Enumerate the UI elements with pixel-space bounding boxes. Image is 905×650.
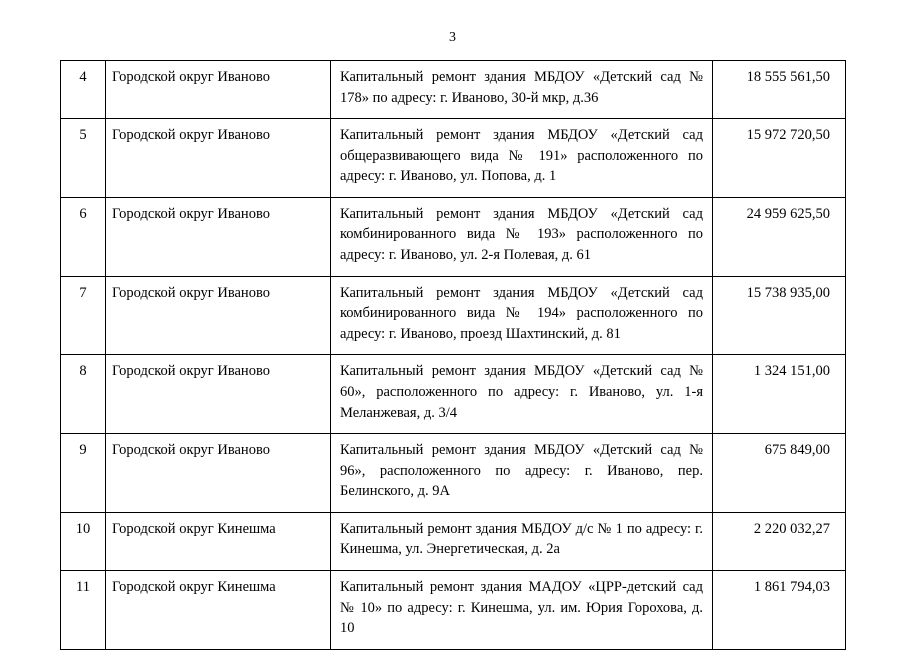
row-number-cell: 7 (61, 276, 106, 355)
table-row (61, 512, 846, 570)
municipality-cell: Городской округ Кинешма (106, 570, 331, 649)
row-number-cell: 9 (61, 434, 106, 513)
municipality-cell: Городской округ Иваново (106, 61, 331, 119)
amount-cell: 2 220 032,27 (713, 512, 846, 570)
row-number-cell: 10 (61, 512, 106, 570)
amount-cell: 24 959 625,50 (713, 197, 846, 276)
repairs-table (60, 60, 846, 650)
amount-cell: 675 849,00 (713, 434, 846, 513)
amount-cell: 15 738 935,00 (713, 276, 846, 355)
row-number-cell: 8 (61, 355, 106, 434)
table-row (61, 276, 846, 355)
description-cell: Капитальный ремонт здания МБДОУ «Детский сад общеразвивающего вида № 191» расположенного по адресу: г. Иваново, ул. Попова, д. 1 (331, 119, 713, 198)
amount-cell: 1 861 794,03 (713, 570, 846, 649)
table-row (61, 434, 846, 513)
description-cell: Капитальный ремонт здания МБДОУ д/с № 1 по адресу: г. Кинешма, ул. Энергетическая, д. 2а (331, 512, 713, 570)
description-cell: Капитальный ремонт здания МБДОУ «Детский сад комбинированного вида № 193» расположенного по адресу: г. Иваново, ул. 2-я Полевая, д. 61 (331, 197, 713, 276)
description-cell: Капитальный ремонт здания МБДОУ «Детский сад № 178» по адресу: г. Иваново, 30-й мкр, д.36 (331, 61, 713, 119)
amount-cell: 18 555 561,50 (713, 61, 846, 119)
amount-cell: 1 324 151,00 (713, 355, 846, 434)
description-cell: Капитальный ремонт здания МБДОУ «Детский сад № 60», расположенного по адресу: г. Иваново, ул. 1-я Меланжевая, д. 3/4 (331, 355, 713, 434)
municipality-cell: Городской округ Иваново (106, 434, 331, 513)
row-number-cell: 11 (61, 570, 106, 649)
municipality-cell: Городской округ Иваново (106, 197, 331, 276)
table-row (61, 61, 846, 119)
row-number-cell: 5 (61, 119, 106, 198)
table-row (61, 119, 846, 198)
municipality-cell: Городской округ Иваново (106, 119, 331, 198)
table-row (61, 197, 846, 276)
description-cell: Капитальный ремонт здания МБДОУ «Детский сад № 96», расположенного по адресу: г. Иваново, пер. Белинского, д. 9А (331, 434, 713, 513)
municipality-cell: Городской округ Кинешма (106, 512, 331, 570)
page-number: 3 (449, 30, 456, 45)
row-number-cell: 4 (61, 61, 106, 119)
row-number-cell: 6 (61, 197, 106, 276)
description-cell: Капитальный ремонт здания МБДОУ «Детский сад комбинированного вида № 194» расположенного по адресу: г. Иваново, проезд Шахтинский, д. 81 (331, 276, 713, 355)
municipality-cell: Городской округ Иваново (106, 276, 331, 355)
table-row (61, 570, 846, 649)
table-row (61, 355, 846, 434)
description-cell: Капитальный ремонт здания МАДОУ «ЦРР-детский сад № 10» по адресу: г. Кинешма, ул. им. Юрия Горохова, д. 10 (331, 570, 713, 649)
repairs-table-body (61, 61, 846, 650)
municipality-cell: Городской округ Иваново (106, 355, 331, 434)
amount-cell: 15 972 720,50 (713, 119, 846, 198)
